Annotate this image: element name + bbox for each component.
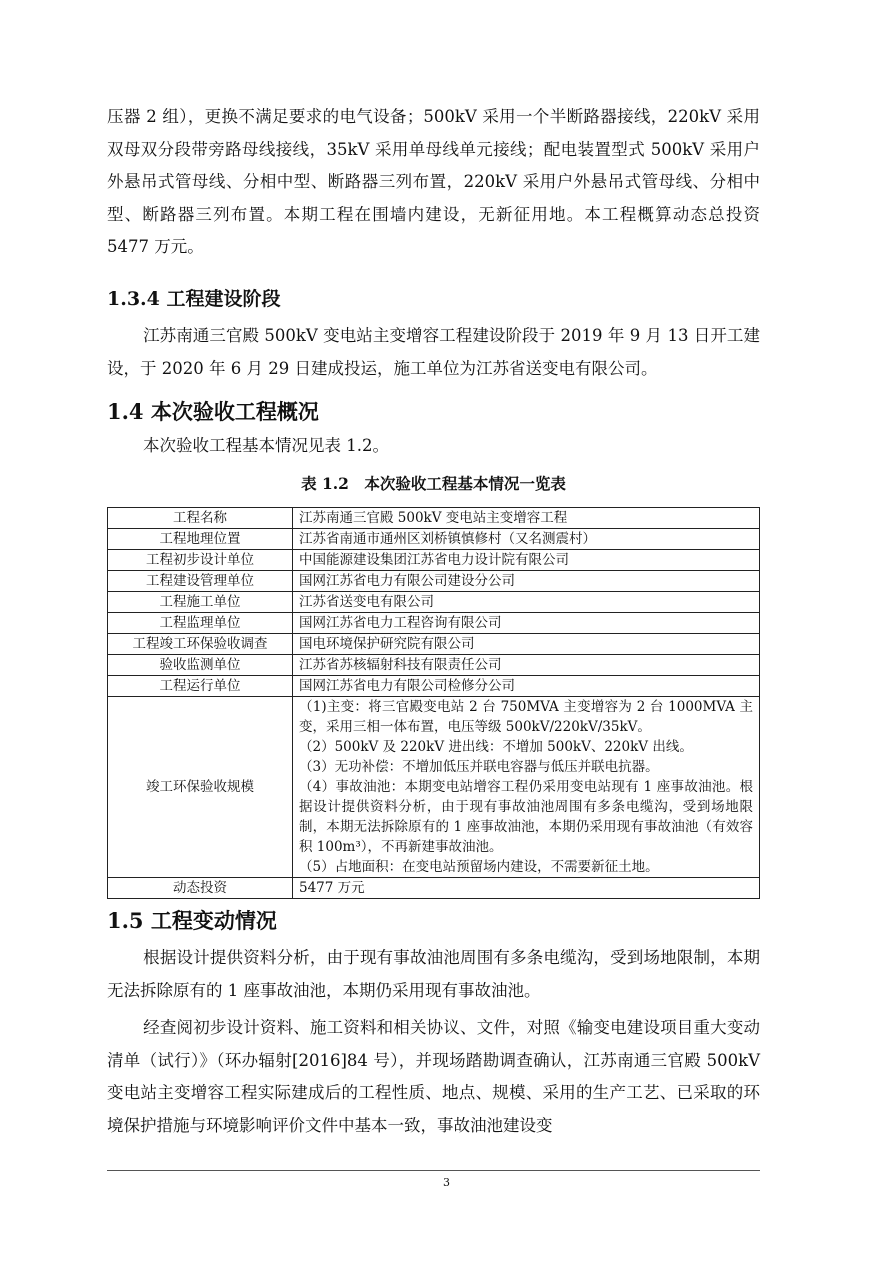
table-value-cell: 国电环境保护研究院有限公司 [293,634,760,655]
section-heading-1-5: 1.5 工程变动情况 [107,908,277,933]
project-info-table [107,507,760,899]
paragraph-change-1: 根据设计提供资料分析，由于现有事故油池周围有多条电缆沟，受到场地限制，本期无法拆除原有的 1 座事故油池，本期仍采用现有事故油池。 [107,948,760,1000]
table-key-cell-investment: 动态投资 [108,878,293,899]
scale-item: （3）无功补偿：不增加低压并联电容器与低压并联电抗器。 [299,759,659,775]
table-value-cell-investment: 5477 万元 [293,878,760,899]
table-row [108,676,760,697]
table-key-cell: 工程建设管理单位 [108,571,293,592]
table-key-cell: 工程竣工环保验收调查 [108,634,293,655]
table-value-cell: 江苏省苏核辐射科技有限责任公司 [293,655,760,676]
table-caption: 表 1.2 本次验收工程基本情况一览表 [301,474,566,493]
table-row [108,508,760,529]
table-value-cell: 国网江苏省电力有限公司建设分公司 [293,571,760,592]
table-key-cell-scale: 竣工环保验收规模 [108,697,293,878]
table-key-cell: 工程监理单位 [108,613,293,634]
table-value-cell: 国网江苏省电力工程咨询有限公司 [293,613,760,634]
table-key-cell: 工程施工单位 [108,592,293,613]
paragraph-table-ref: 本次验收工程基本情况见表 1.2。 [143,436,389,455]
paragraph-construction-stage: 江苏南通三官殿 500kV 变电站主变增容工程建设阶段于 2019 年 9 月 13 日开工建设，于 2020 年 6 月 29 日建成投运，施工单位为江苏省送变电有限公司。 [107,326,760,378]
table-row [108,592,760,613]
table-value-cell-scale [293,697,760,878]
table-value-cell: 中国能源建设集团江苏省电力设计院有限公司 [293,550,760,571]
table-key-cell: 验收监测单位 [108,655,293,676]
table-row [108,550,760,571]
table-key-cell: 工程地理位置 [108,529,293,550]
table-row [108,613,760,634]
page-number: 3 [443,1176,450,1189]
table-key-cell: 工程初步设计单位 [108,550,293,571]
table-value-cell: 江苏南通三官殿 500kV 变电站主变增容工程 [293,508,760,529]
table-row [108,571,760,592]
scale-item: （1)主变：将三官殿变电站 2 台 750MVA 主变增容为 2 台 1000MVA 主变，采用三相一体布置，电压等级 500kV/220kV/35kV。 [299,699,753,735]
table-row-investment [108,878,760,899]
table-row [108,634,760,655]
table-value-cell: 江苏省南通市通州区刘桥镇慎修村（又名测震村） [293,529,760,550]
table-key-cell: 工程名称 [108,508,293,529]
table-row-scale [108,697,760,878]
table-value-cell: 江苏省送变电有限公司 [293,592,760,613]
table-row [108,529,760,550]
table-key-cell: 工程运行单位 [108,676,293,697]
section-heading-1-3-4: 1.3.4 工程建设阶段 [107,288,281,310]
table-row [108,655,760,676]
scale-item: （2）500kV 及 220kV 进出线：不增加 500kV、220kV 出线。 [299,739,693,755]
scale-item: （4）事故油池：本期变电站增容工程仍采用变电站现有 1 座事故油池。根据设计提供资料分析，由于现有事故油池周围有多条电缆沟，受到场地限制，本期无法拆除原有的 1 座事故油池，本期仍采用现有事故油池（有效容积 100m³），不再新建事故油池。 [299,779,753,855]
scale-item: （5）占地面积：在变电站预留场内建设，不需要新征土地。 [299,859,659,875]
section-heading-1-4: 1.4 本次验收工程概况 [107,399,319,424]
footer-rule [107,1170,760,1171]
table-value-cell: 国网江苏省电力有限公司检修分公司 [293,676,760,697]
paragraph-continued: 压器 2 组），更换不满足要求的电气设备；500kV 采用一个半断路器接线，220kV 采用双母双分段带旁路母线接线，35kV 采用单母线单元接线；配电装置型式 500kV 采用户外悬吊式管母线、分相中型、断路器三列布置，220kV 采用户外悬吊式管母线、分相中型、断路器三列布置。本期工程在围墙内建设，无新征用地。本工程概算动态总投资 5477 万元。 [107,107,760,256]
paragraph-change-2: 经查阅初步设计资料、施工资料和相关协议、文件，对照《输变电建设项目重大变动清单（试行）》（环办辐射[2016]84 号），并现场踏勘调查确认，江苏南通三官殿 500kV 变电站主变增容工程实际建成后的工程性质、地点、规模、采用的生产工艺、已采取的环境保护措施与环境影响评价文件中基本一致，事故油池建设变 [107,1018,760,1135]
